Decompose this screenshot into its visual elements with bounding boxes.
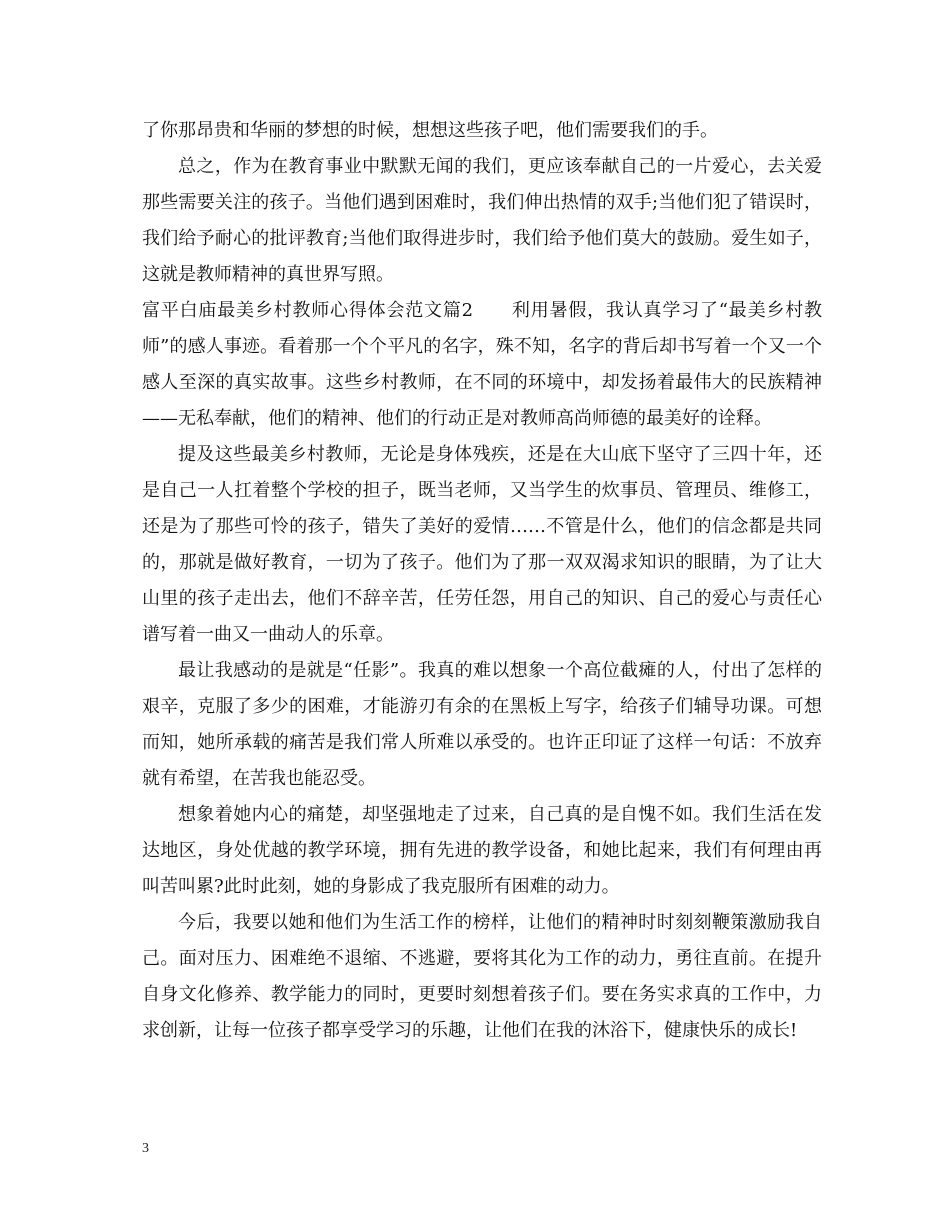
paragraph-2: 总之，作为在教育事业中默默无闻的我们，更应该奉献自己的一片爱心，去关爱那些需要关注的孩子。当他们遇到困难时，我们伸出热情的双手;当他们犯了错误时，我们给予耐心的批评教育;当他们取得进步时，我们给予他们莫大的鼓励。爱生如子，这就是教师精神的真世界写照。 bbox=[142, 156, 822, 285]
paragraph-7: 今后，我要以她和他们为生活工作的榜样，让他们的精神时时刻刻鞭策激励我自己。面对压力、困难绝不退缩、不逃避，要将其化为工作的动力，勇往直前。在提升自身文化修养、教学能力的同时，更要时刻想着孩子们。要在务实求真的工作中，力求创新，让每一位孩子都享受学习的乐趣，让他们在我的沐浴下，健康快乐的成长! bbox=[142, 912, 822, 1041]
paragraph-6: 想象着她内心的痛楚，却坚强地走了过来，自己真的是自愧不如。我们生活在发达地区，身处优越的教学环境，拥有先进的教学设备，和她比起来，我们有何理由再叫苦叫累?此时此刻，她的身影成了我克服所有困难的动力。 bbox=[142, 804, 822, 897]
document-body bbox=[142, 113, 822, 1049]
paragraph-3 bbox=[142, 293, 822, 437]
paragraph-5: 最让我感动的是就是“任影”。我真的难以想象一个高位截瘫的人，付出了怎样的艰辛，克服了多少的困难，才能游刃有余的在黑板上写字，给孩子们辅导功课。可想而知，她所承载的痛苦是我们常人所难以承受的。也许正印证了这样一句话：不放弃就有希望，在苦我也能忍受。 bbox=[142, 660, 822, 789]
paragraph-3-text: 利用暑假，我认真学习了“最美乡村教师”的感人事迹。看着那一个个平凡的名字，殊不知，名字的背后却书写着一个又一个感人至深的真实故事。这些乡村教师，在不同的环境中，却发扬着最伟大的民族精神——无私奉献，他们的精神、他们的行动正是对教师高尚师德的最美好的诠释。 bbox=[142, 300, 822, 429]
paragraph-1: 了你那昂贵和华丽的梦想的时候，想想这些孩子吧，他们需要我们的手。 bbox=[142, 120, 718, 141]
paragraph-4: 提及这些最美乡村教师，无论是身体残疾，还是在大山底下坚守了三四十年，还是自己一人扛着整个学校的担子，既当老师，又当学生的炊事员、管理员、维修工，还是为了那些可怜的孩子，错失了美好的爱情……不管是什么，他们的信念都是共同的，那就是做好教育，一切为了孩子。他们为了那一双双渴求知识的眼睛，为了让大山里的孩子走出去，他们不辞辛苦，任劳任怨，用自己的知识、自己的爱心与责任心谱写着一曲又一曲动人的乐章。 bbox=[142, 444, 822, 645]
section-heading: 富平白庙最美乡村教师心得体会范文篇2 bbox=[142, 300, 474, 321]
page-number: 3 bbox=[142, 1141, 149, 1156]
